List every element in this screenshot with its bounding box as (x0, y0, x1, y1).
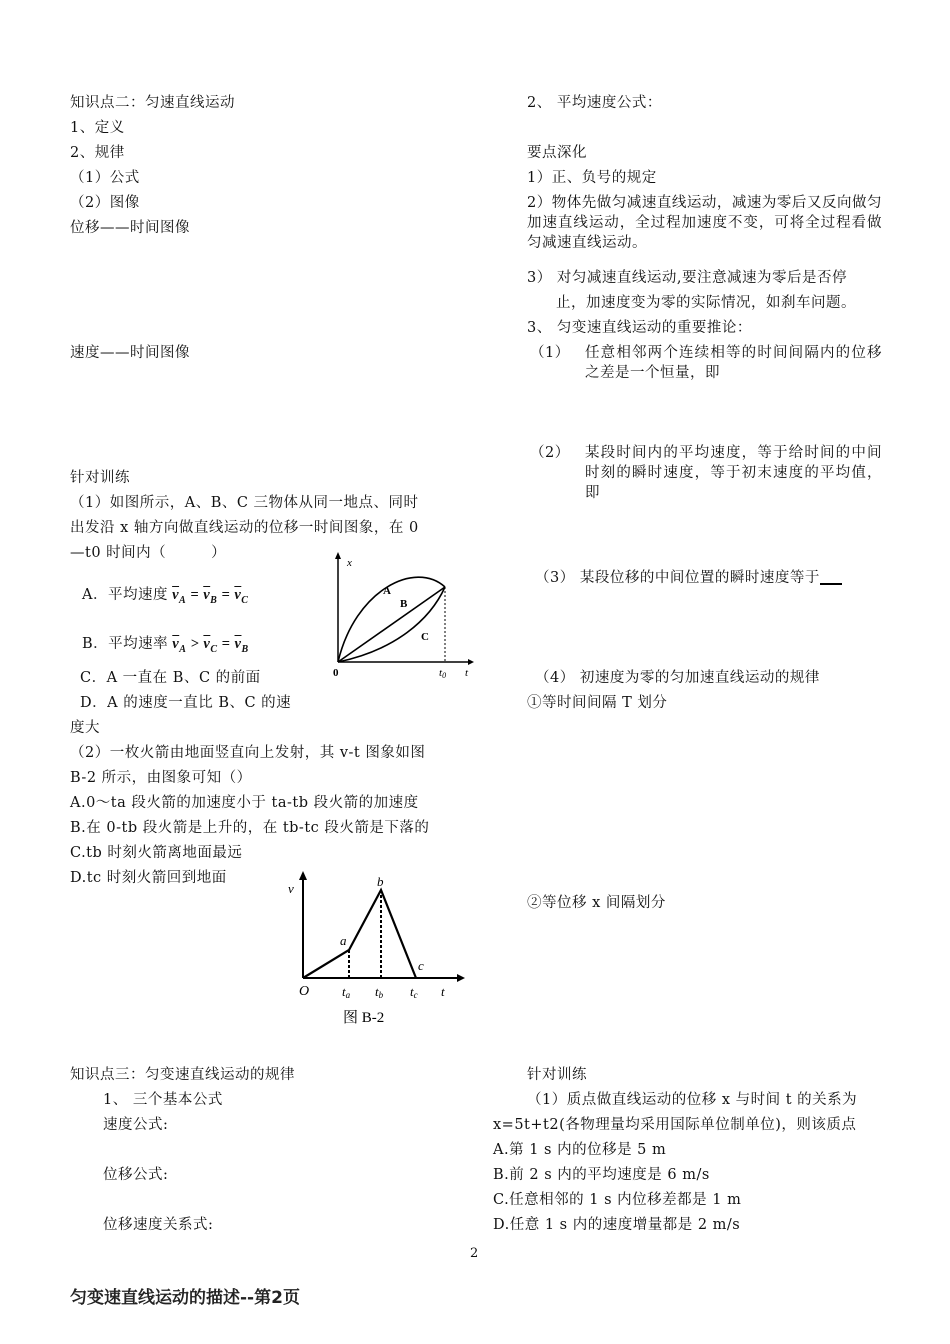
label-c: C (421, 631, 429, 643)
kp3-title: 知识点三：匀变速直线运动的规律 (70, 1067, 295, 1083)
inference-3 (535, 568, 842, 588)
kp2-definition: 1、定义 (70, 120, 125, 136)
v-axis-arrow (299, 871, 307, 880)
p1-option-a: A.第 1 s 内的位移是 5 m (493, 1142, 667, 1158)
point-c-label: c (418, 958, 424, 973)
q2-line2: B-2 所示，由图象可知（） (70, 770, 252, 786)
velocity-line (303, 890, 416, 978)
q1-option-d-1: D．A 的速度一直比 B、C 的速 (80, 695, 292, 711)
footer-title: 匀变速直线运动的描述--第2页 (70, 1288, 300, 1308)
x-axis-label: x (347, 557, 352, 569)
inferences-title: 3、 匀变速直线运动的重要推论： (527, 320, 752, 336)
point-a-label: a (340, 933, 347, 948)
kp3-velocity-formula: 速度公式: (103, 1117, 169, 1133)
rule-equal-time: ①等时间间隔 T 划分 (527, 695, 668, 711)
q1-option-b-formula: $\overline{v}_A > \overline{v}_C = \overline{v}_B$ (172, 636, 249, 655)
label-b: B (400, 598, 408, 610)
q2-option-c: C.tb 时刻火箭离地面最远 (70, 845, 243, 861)
inference-1-number: （1） (530, 345, 570, 361)
q1-option-c: C．A 一直在 B、C 的前面 (80, 670, 261, 686)
vt-figure (285, 868, 475, 1033)
kp3-displacement-formula: 位移公式: (103, 1167, 169, 1183)
practice-title-right: 针对训练 (527, 1067, 587, 1083)
figure-caption: 图 B-2 (343, 1010, 385, 1026)
q2-line1: （2）一枚火箭由地面竖直向上发射，其 v-t 图象如图 (70, 745, 426, 761)
q1-option-a-label: A．平均速度 (82, 587, 168, 603)
curve-a (338, 577, 445, 662)
q2-option-a: A.0～ta 段火箭的加速度小于 ta-tb 段火箭的加速度 (70, 795, 419, 811)
q1-option-b (82, 634, 249, 660)
kp2-rules: 2、规律 (70, 145, 125, 161)
p1-option-c: C.任意相邻的 1 s 内位移差都是 1 m (493, 1192, 742, 1208)
t-axis-arrow (468, 659, 474, 665)
q1-line2: 出发沿 x 轴方向做直线运动的位移一时间图象，在 0 (70, 520, 419, 536)
p1-line1: （1）质点做直线运动的位移 x 与时间 t 的关系为 (527, 1092, 858, 1108)
x-axis-arrow (335, 552, 341, 559)
q1-line3: —t0 时间内（ ） (70, 545, 227, 561)
q1-line1: （1）如图所示，A、B、C 三物体从同一地点、同时 (70, 495, 419, 511)
rule-equal-displacement: ②等位移 x 间隔划分 (527, 895, 666, 911)
deepen-item-3-line1: 3） 对匀减速直线运动,要注意减速为零后是否停 (527, 270, 847, 286)
kp2-formula: （1）公式 (70, 170, 140, 186)
tb-label: tb (375, 984, 384, 1000)
xt-figure (325, 550, 475, 680)
deepen-title: 要点深化 (527, 145, 587, 161)
inference-1-text: 任意相邻两个连续相等的时间间隔内的位移之差是一个恒量，即 (585, 345, 882, 381)
ta-label: ta (342, 984, 351, 1000)
label-a: A (383, 585, 391, 597)
kp2-title: 知识点二：匀速直线运动 (70, 95, 235, 111)
origin-label: 0 (333, 667, 339, 679)
answer-blank (820, 569, 842, 585)
vt-graph-label: 速度——时间图像 (70, 345, 190, 361)
q1-option-d-2: 度大 (70, 720, 100, 736)
t-axis-label: t (441, 984, 445, 999)
p1-line2: x=5t+t2(各物理量均采用国际单位制单位)，则该质点 (493, 1117, 857, 1133)
kp3-basic-formulas: 1、 三个基本公式 (103, 1092, 223, 1108)
q2-option-d: D.tc 时刻火箭回到地面 (70, 870, 227, 886)
inference-4: （4） 初速度为零的匀加速直线运动的规律 (535, 670, 820, 686)
t-axis-arrow (457, 974, 465, 982)
v-axis-label: v (288, 881, 294, 896)
t-axis-label: t (465, 667, 469, 679)
p1-option-b: B.前 2 s 内的平均速度是 6 m/s (493, 1167, 710, 1183)
q1-option-b-label: B．平均速率 (82, 636, 169, 652)
practice-title-left: 针对训练 (70, 470, 130, 486)
tc-label: tc (410, 984, 418, 1000)
page-number: 2 (470, 1246, 479, 1261)
deepen-item-1: 1）正、负号的规定 (527, 170, 657, 186)
q1-option-a-formula: $\overline{v}_A = \overline{v}_B = \overline{v}_C$ (172, 587, 249, 606)
origin-label: O (299, 984, 310, 999)
kp3-velocity-displacement-formula: 位移速度关系式: (103, 1217, 214, 1233)
p1-option-d: D.任意 1 s 内的速度增量都是 2 m/s (493, 1217, 741, 1233)
t0-label: t0 (439, 667, 447, 680)
inference-2-text: 某段时间内的平均速度，等于给时间的中间时刻的瞬时速度，等于初末速度的平均值，即 (585, 445, 882, 501)
q1-option-a (82, 585, 248, 611)
point-b-label: b (377, 874, 384, 889)
deepen-item-2: 2）物体先做匀减速直线运动，减速为零后又反向做匀加速直线运动，全过程加速度不变，可将全过程看做匀减速直线运动。 (527, 195, 882, 251)
line-b (338, 587, 445, 662)
q2-option-b: B.在 0-tb 段火箭是上升的，在 tb-tc 段火箭是下落的 (70, 820, 430, 836)
xt-graph-label: 位移——时间图像 (70, 220, 190, 236)
inference-2-number: （2） (530, 445, 570, 461)
kp2-graph: （2）图像 (70, 195, 140, 211)
deepen-item-3-line2: 止，加速度变为零的实际情况，如刹车问题。 (556, 295, 856, 311)
inference-3-text: （3） 某段位移的中间位置的瞬时速度等于 (535, 570, 820, 586)
avg-velocity-formula: 2、 平均速度公式： (527, 95, 662, 111)
